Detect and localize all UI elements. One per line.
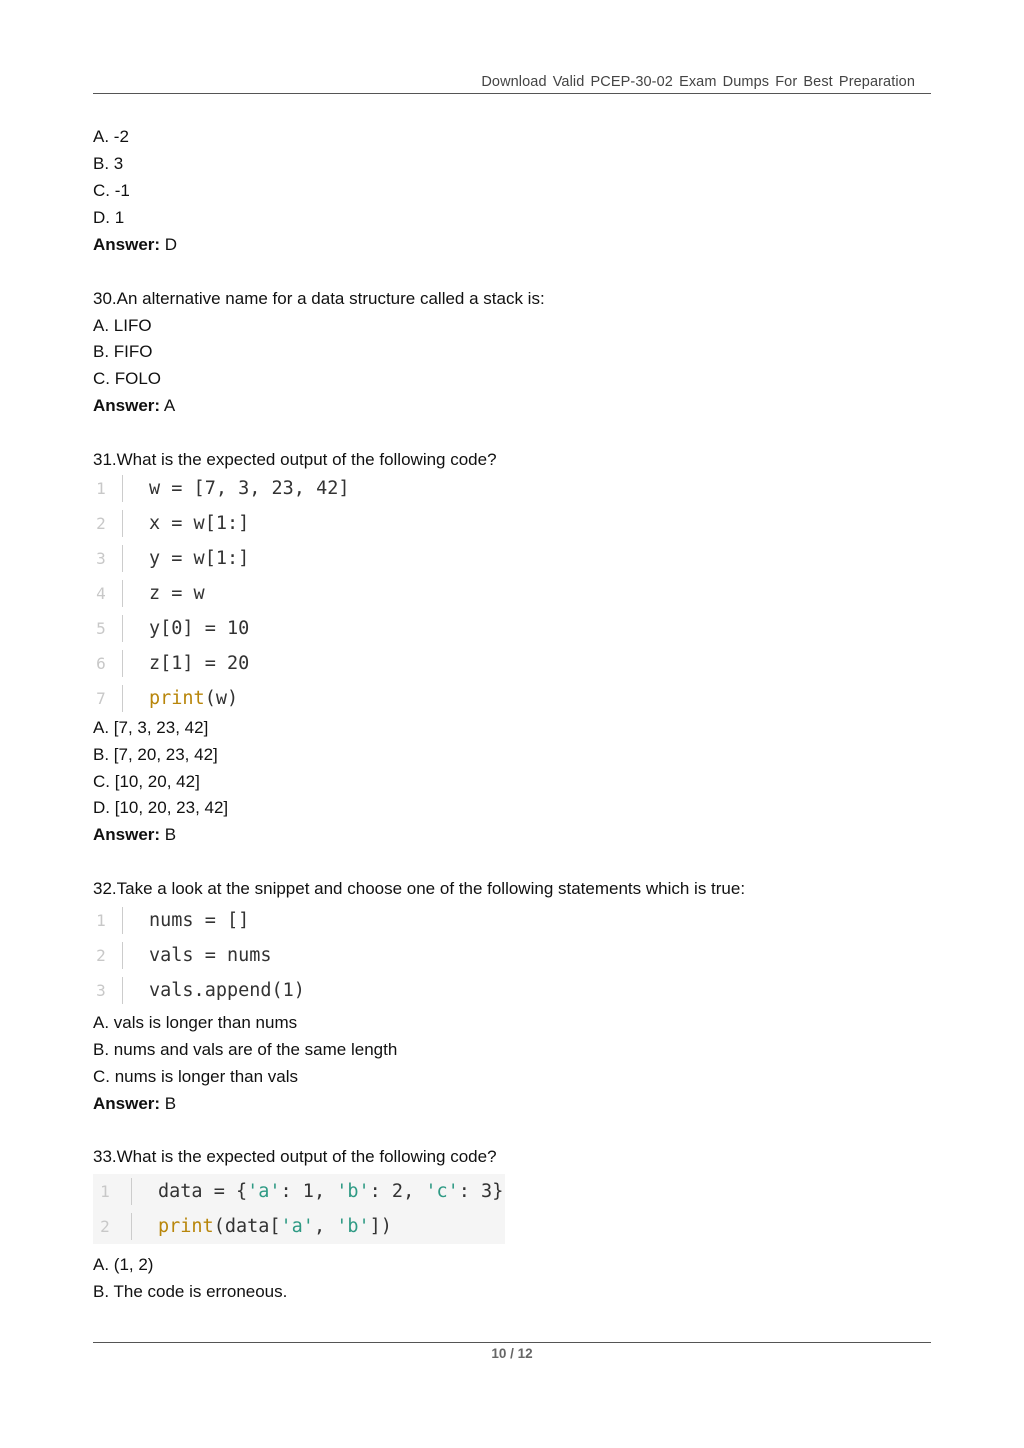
code-string: 'b' <box>336 1216 370 1237</box>
code-text: z = w <box>149 583 205 604</box>
footer-divider <box>93 1342 931 1343</box>
code-string: 'c' <box>425 1181 459 1202</box>
code-token: data = { <box>158 1181 248 1202</box>
code-token: : 3} <box>458 1181 504 1202</box>
line-number: 1 <box>96 479 106 498</box>
header-divider <box>93 93 931 94</box>
line-number: 2 <box>96 946 106 965</box>
code-text <box>149 681 238 716</box>
line-number: 4 <box>96 584 106 603</box>
q30-answer <box>93 395 175 417</box>
line-number: 3 <box>96 549 106 568</box>
line-number: 7 <box>96 689 106 708</box>
q29-option-c: C. -1 <box>93 181 130 200</box>
code-text: z[1] = 20 <box>149 653 250 674</box>
q32-option-b: B. nums and vals are of the same length <box>93 1040 398 1059</box>
q31-option-b: B. [7, 20, 23, 42] <box>93 745 218 764</box>
line-number: 2 <box>96 514 106 533</box>
code-string: 'b' <box>336 1181 370 1202</box>
code-text <box>158 1209 392 1244</box>
code-args: (w) <box>204 688 239 709</box>
code-text: x = w[1:] <box>149 513 250 534</box>
answer-value: D <box>160 235 178 254</box>
code-text: vals = nums <box>149 945 272 966</box>
code-string: 'a' <box>280 1216 314 1237</box>
code-token: : 1, <box>280 1181 337 1202</box>
code-text <box>158 1174 503 1209</box>
q32-option-a: A. vals is longer than nums <box>93 1013 298 1032</box>
code-text: w = [7, 3, 23, 42] <box>149 478 350 499</box>
answer-label: Answer: <box>93 396 161 415</box>
answer-label: Answer: <box>93 825 161 844</box>
answer-label: Answer: <box>93 1094 161 1113</box>
answer-value: A <box>160 396 176 415</box>
q31-option-d: D. [10, 20, 23, 42] <box>93 798 229 817</box>
answer-value: B <box>160 825 177 844</box>
q31-option-c: C. [10, 20, 42] <box>93 772 200 791</box>
code-text: y = w[1:] <box>149 548 250 569</box>
q31-question: 31.What is the expected output of the following code? <box>93 450 497 469</box>
line-number: 3 <box>96 981 106 1000</box>
q30-option-a: A. LIFO <box>93 316 152 335</box>
line-number: 6 <box>96 654 106 673</box>
q33-option-a: A. (1, 2) <box>93 1255 154 1274</box>
q31-answer <box>93 824 176 846</box>
q31-option-a: A. [7, 3, 23, 42] <box>93 718 209 737</box>
q32-option-c: C. nums is longer than vals <box>93 1067 299 1086</box>
page-header: Download Valid PCEP-30-02 Exam Dumps For Best Preparation <box>481 74 915 90</box>
answer-value: B <box>160 1094 177 1113</box>
code-line <box>93 1209 505 1244</box>
answer-label: Answer: <box>93 235 161 254</box>
q33-question: 33.What is the expected output of the following code? <box>93 1147 497 1166</box>
code-keyword: print <box>158 1216 214 1237</box>
code-text: vals.append(1) <box>149 980 305 1001</box>
line-number: 5 <box>96 619 106 638</box>
code-text: y[0] = 10 <box>149 618 250 639</box>
q29-option-a: A. -2 <box>93 127 129 146</box>
code-token: ]) <box>369 1216 392 1237</box>
code-keyword: print <box>149 688 205 709</box>
code-token: : 2, <box>369 1181 426 1202</box>
q29-option-b: B. 3 <box>93 154 124 173</box>
q32-answer <box>93 1093 176 1115</box>
q29-answer <box>93 234 177 256</box>
line-number: 2 <box>100 1217 110 1236</box>
q30-option-c: C. FOLO <box>93 369 162 388</box>
q30-question: 30.An alternative name for a data structure called a stack is: <box>93 289 545 308</box>
code-text: nums = [] <box>149 910 250 931</box>
code-string: 'a' <box>247 1181 281 1202</box>
q32-question: 32.Take a look at the snippet and choose one of the following statements which is true: <box>93 879 746 898</box>
line-number: 1 <box>96 911 106 930</box>
code-token: , <box>313 1216 337 1237</box>
q33-code-snippet <box>93 1174 505 1244</box>
line-number: 1 <box>100 1182 110 1201</box>
page-number: 10 / 12 <box>491 1346 533 1361</box>
q30-option-b: B. FIFO <box>93 342 153 361</box>
q29-option-d: D. 1 <box>93 208 125 227</box>
q33-option-b: B. The code is erroneous. <box>93 1282 288 1301</box>
code-line <box>93 1174 505 1209</box>
code-token: (data[ <box>213 1216 281 1237</box>
